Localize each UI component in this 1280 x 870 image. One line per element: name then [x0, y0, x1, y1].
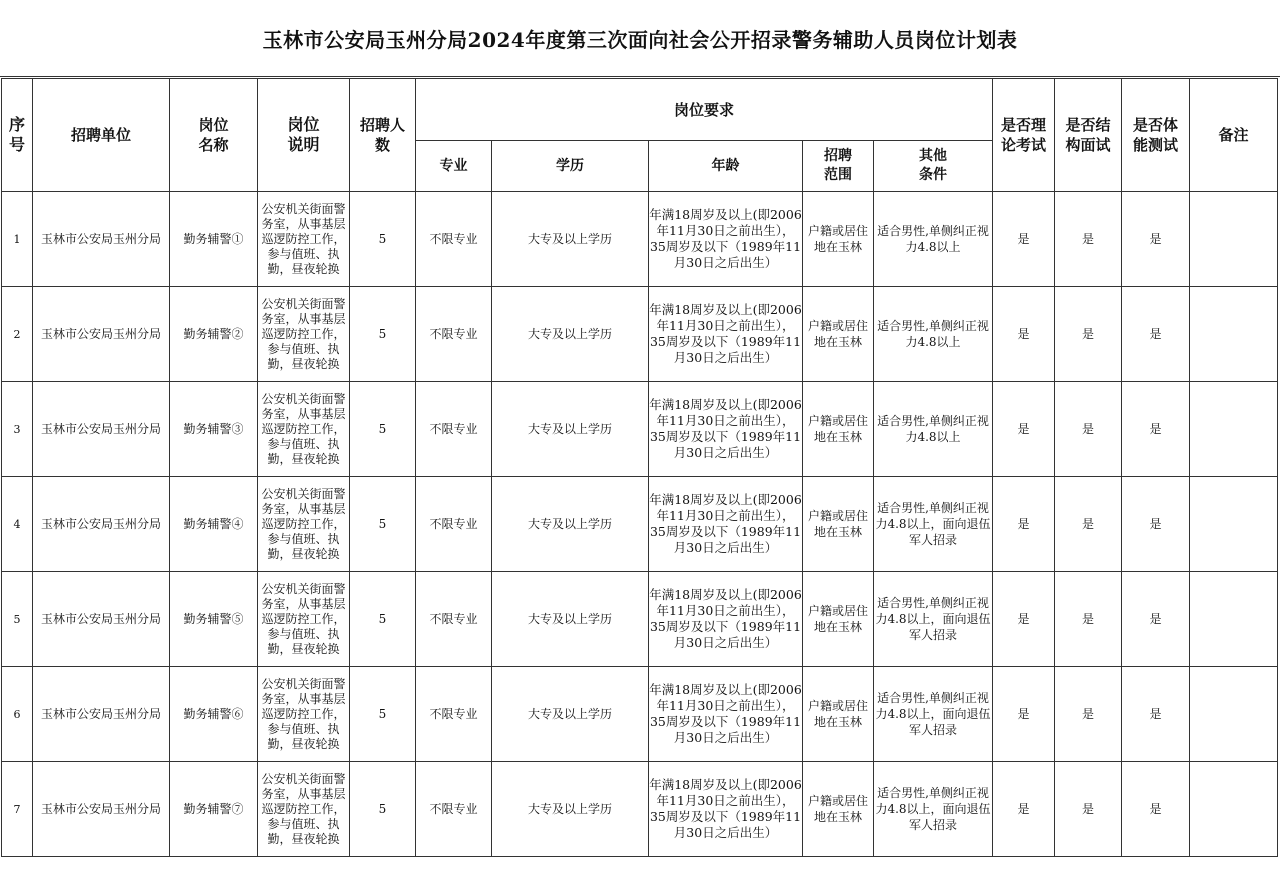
cell-major: 不限专业 — [416, 287, 492, 382]
cell-structured-interview: 是 — [1055, 192, 1122, 287]
cell-major: 不限专业 — [416, 572, 492, 667]
cell-seq: 2 — [2, 287, 33, 382]
cell-age: 年满18周岁及以上(即2006年11月30日之前出生），35周岁及以下（1989年11月30日之后出生） — [649, 287, 803, 382]
cell-education: 大专及以上学历 — [492, 667, 649, 762]
cell-structured-interview: 是 — [1055, 572, 1122, 667]
header-description: 岗位说明 — [258, 79, 350, 192]
cell-age: 年满18周岁及以上(即2006年11月30日之前出生），35周岁及以下（1989年11月30日之后出生） — [649, 572, 803, 667]
cell-seq: 4 — [2, 477, 33, 572]
cell-unit: 玉林市公安局玉州分局 — [33, 572, 170, 667]
table-row — [2, 667, 1278, 762]
cell-age: 年满18周岁及以上(即2006年11月30日之前出生），35周岁及以下（1989年11月30日之后出生） — [649, 667, 803, 762]
cell-theory-test: 是 — [993, 572, 1055, 667]
cell-other: 适合男性,单侧纠正视力4.8以上，面向退伍军人招录 — [874, 667, 993, 762]
header-theory-test: 是否理论考试 — [993, 79, 1055, 192]
cell-unit: 玉林市公安局玉州分局 — [33, 287, 170, 382]
page-title: 玉林市公安局玉州分局2024年度第三次面向社会公开招录警务辅助人员岗位计划表 — [262, 27, 1018, 52]
table-row — [2, 572, 1278, 667]
cell-education: 大专及以上学历 — [492, 477, 649, 572]
cell-seq: 6 — [2, 667, 33, 762]
cell-description: 公安机关街面警务室，从事基层巡逻防控工作，参与值班、执勤，昼夜轮换 — [258, 287, 350, 382]
cell-fitness-test: 是 — [1122, 477, 1190, 572]
cell-fitness-test: 是 — [1122, 287, 1190, 382]
cell-major: 不限专业 — [416, 762, 492, 857]
cell-count: 5 — [350, 667, 416, 762]
header-scope: 招聘范围 — [803, 141, 874, 192]
cell-remarks — [1190, 287, 1278, 382]
cell-remarks — [1190, 572, 1278, 667]
cell-education: 大专及以上学历 — [492, 192, 649, 287]
cell-structured-interview: 是 — [1055, 382, 1122, 477]
header-unit: 招聘单位 — [33, 79, 170, 192]
cell-scope: 户籍或居住地在玉林 — [803, 287, 874, 382]
cell-count: 5 — [350, 287, 416, 382]
cell-major: 不限专业 — [416, 382, 492, 477]
cell-structured-interview: 是 — [1055, 762, 1122, 857]
title-row — [0, 0, 1280, 77]
cell-major: 不限专业 — [416, 667, 492, 762]
header-seq: 序号 — [2, 79, 33, 192]
cell-position: 勤务辅警② — [170, 287, 258, 382]
cell-other: 适合男性,单侧纠正视力4.8以上，面向退伍军人招录 — [874, 762, 993, 857]
cell-description: 公安机关街面警务室，从事基层巡逻防控工作，参与值班、执勤，昼夜轮换 — [258, 477, 350, 572]
cell-unit: 玉林市公安局玉州分局 — [33, 477, 170, 572]
cell-seq: 1 — [2, 192, 33, 287]
header-requirements: 岗位要求 — [416, 79, 993, 141]
cell-position: 勤务辅警④ — [170, 477, 258, 572]
header-structured-interview: 是否结构面试 — [1055, 79, 1122, 192]
header-major: 专业 — [416, 141, 492, 192]
cell-fitness-test: 是 — [1122, 667, 1190, 762]
cell-theory-test: 是 — [993, 192, 1055, 287]
cell-structured-interview: 是 — [1055, 477, 1122, 572]
cell-position: 勤务辅警⑥ — [170, 667, 258, 762]
cell-scope: 户籍或居住地在玉林 — [803, 192, 874, 287]
cell-description: 公安机关街面警务室，从事基层巡逻防控工作，参与值班、执勤，昼夜轮换 — [258, 382, 350, 477]
cell-description: 公安机关街面警务室，从事基层巡逻防控工作，参与值班、执勤，昼夜轮换 — [258, 192, 350, 287]
cell-other: 适合男性,单侧纠正视力4.8以上 — [874, 287, 993, 382]
table-row — [2, 287, 1278, 382]
cell-count: 5 — [350, 192, 416, 287]
cell-remarks — [1190, 667, 1278, 762]
cell-remarks — [1190, 477, 1278, 572]
position-plan-table — [1, 78, 1278, 857]
cell-age: 年满18周岁及以上(即2006年11月30日之前出生），35周岁及以下（1989年11月30日之后出生） — [649, 382, 803, 477]
cell-unit: 玉林市公安局玉州分局 — [33, 762, 170, 857]
cell-description: 公安机关街面警务室，从事基层巡逻防控工作，参与值班、执勤，昼夜轮换 — [258, 762, 350, 857]
cell-age: 年满18周岁及以上(即2006年11月30日之前出生），35周岁及以下（1989年11月30日之后出生） — [649, 762, 803, 857]
cell-theory-test: 是 — [993, 287, 1055, 382]
cell-position: 勤务辅警③ — [170, 382, 258, 477]
cell-theory-test: 是 — [993, 762, 1055, 857]
cell-remarks — [1190, 192, 1278, 287]
cell-unit: 玉林市公安局玉州分局 — [33, 667, 170, 762]
cell-theory-test: 是 — [993, 382, 1055, 477]
cell-other: 适合男性,单侧纠正视力4.8以上，面向退伍军人招录 — [874, 572, 993, 667]
header-age: 年龄 — [649, 141, 803, 192]
cell-education: 大专及以上学历 — [492, 287, 649, 382]
cell-structured-interview: 是 — [1055, 287, 1122, 382]
cell-age: 年满18周岁及以上(即2006年11月30日之前出生），35周岁及以下（1989年11月30日之后出生） — [649, 477, 803, 572]
cell-age: 年满18周岁及以上(即2006年11月30日之前出生），35周岁及以下（1989年11月30日之后出生） — [649, 192, 803, 287]
cell-scope: 户籍或居住地在玉林 — [803, 762, 874, 857]
cell-other: 适合男性,单侧纠正视力4.8以上，面向退伍军人招录 — [874, 477, 993, 572]
cell-count: 5 — [350, 477, 416, 572]
cell-major: 不限专业 — [416, 477, 492, 572]
table-row — [2, 762, 1278, 857]
cell-structured-interview: 是 — [1055, 667, 1122, 762]
cell-count: 5 — [350, 762, 416, 857]
cell-education: 大专及以上学历 — [492, 572, 649, 667]
header-count: 招聘人数 — [350, 79, 416, 192]
table-row — [2, 477, 1278, 572]
cell-seq: 5 — [2, 572, 33, 667]
cell-count: 5 — [350, 572, 416, 667]
cell-theory-test: 是 — [993, 667, 1055, 762]
cell-scope: 户籍或居住地在玉林 — [803, 382, 874, 477]
cell-remarks — [1190, 382, 1278, 477]
table-row — [2, 192, 1278, 287]
header-fitness-test: 是否体能测试 — [1122, 79, 1190, 192]
header-position: 岗位名称 — [170, 79, 258, 192]
cell-description: 公安机关街面警务室，从事基层巡逻防控工作，参与值班、执勤，昼夜轮换 — [258, 572, 350, 667]
cell-seq: 7 — [2, 762, 33, 857]
cell-unit: 玉林市公安局玉州分局 — [33, 192, 170, 287]
cell-unit: 玉林市公安局玉州分局 — [33, 382, 170, 477]
cell-count: 5 — [350, 382, 416, 477]
cell-scope: 户籍或居住地在玉林 — [803, 572, 874, 667]
cell-fitness-test: 是 — [1122, 382, 1190, 477]
cell-other: 适合男性,单侧纠正视力4.8以上 — [874, 382, 993, 477]
cell-fitness-test: 是 — [1122, 572, 1190, 667]
cell-description: 公安机关街面警务室，从事基层巡逻防控工作，参与值班、执勤，昼夜轮换 — [258, 667, 350, 762]
cell-education: 大专及以上学历 — [492, 762, 649, 857]
cell-other: 适合男性,单侧纠正视力4.8以上 — [874, 192, 993, 287]
cell-position: 勤务辅警⑦ — [170, 762, 258, 857]
cell-position: 勤务辅警⑤ — [170, 572, 258, 667]
table-row — [2, 382, 1278, 477]
header-other: 其他条件 — [874, 141, 993, 192]
cell-major: 不限专业 — [416, 192, 492, 287]
cell-seq: 3 — [2, 382, 33, 477]
cell-position: 勤务辅警① — [170, 192, 258, 287]
cell-remarks — [1190, 762, 1278, 857]
cell-fitness-test: 是 — [1122, 192, 1190, 287]
cell-fitness-test: 是 — [1122, 762, 1190, 857]
header-education: 学历 — [492, 141, 649, 192]
cell-theory-test: 是 — [993, 477, 1055, 572]
header-remarks: 备注 — [1190, 79, 1278, 192]
cell-scope: 户籍或居住地在玉林 — [803, 477, 874, 572]
cell-education: 大专及以上学历 — [492, 382, 649, 477]
cell-scope: 户籍或居住地在玉林 — [803, 667, 874, 762]
